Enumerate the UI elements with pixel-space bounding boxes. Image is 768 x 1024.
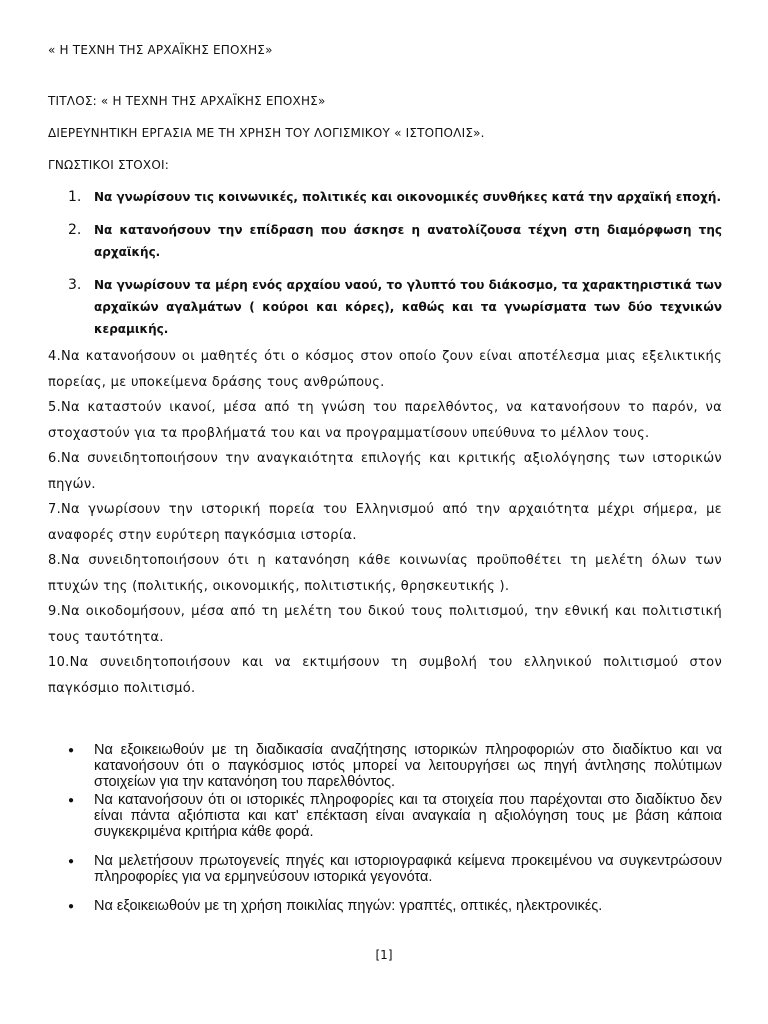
section-heading: ΓΝΩΣΤΙΚΟΙ ΣΤΟΧΟΙ:	[48, 158, 169, 172]
objective-number: 2.	[68, 222, 82, 238]
running-title: « Η ΤΕΧΝΗ ΤΗΣ ΑΡΧΑΪΚΗΣ ΕΠΟΧΗΣ»	[48, 43, 273, 57]
page-number: [1]	[375, 948, 393, 962]
bullet-text: Να εξοικειωθούν με τη χρήση ποικιλίας πηγών: γραπτές, οπτικές, ηλεκτρονικές.	[94, 898, 603, 914]
bullet-list	[68, 742, 722, 915]
paragraph-item: 10.Να συνειδητοποιήσουν και να εκτιμήσουν τη συμβολή του ελληνικού πολιτισμού στον παγκόσμιο πολιτισμό.	[48, 655, 722, 696]
objective-number: 1.	[68, 189, 82, 205]
bullet-text: Να μελετήσουν πρωτογενείς πηγές και ιστοριογραφικά κείμενα προκειμένου να συγκεντρώσουν πληροφορίες για να ερμηνεύσουν ιστορικά γεγονότα.	[94, 853, 722, 885]
objective-item	[68, 274, 722, 340]
objective-text: Να γνωρίσουν τα μέρη ενός αρχαίου ναού, το γλυπτό του διάκοσμο, τα χαρακτηριστικά των αρχαϊκών αγαλμάτων ( κούροι και κόρες), καθώς και τα γνωρίσματα των δύο τεχνικών κεραμικής.	[94, 278, 722, 336]
document-title: ΤΙΤΛΟΣ: « Η ΤΕΧΝΗ ΤΗΣ ΑΡΧΑΪΚΗΣ ΕΠΟΧΗΣ»	[48, 94, 326, 108]
objective-item	[68, 219, 722, 263]
black-bullet-icon: ●	[68, 795, 75, 806]
bullet-item	[68, 742, 722, 790]
objectives-list	[68, 186, 722, 351]
objective-text: Να γνωρίσουν τις κοινωνικές, πολιτικές και οικονομικές συνθήκες κατά την αρχαϊκή εποχή.	[94, 190, 722, 204]
bullet-text: Να εξοικειωθούν με τη διαδικασία αναζήτησης ιστορικών πληροφοριών στο διαδίκτυο και να κατανοήσουν ότι ο παγκόσμιος ιστός μπορεί να λειτουργήσει ως πηγή άντλησης πολύτιμων στοιχείων για την κατανόηση του παρελθόντος.	[94, 742, 722, 790]
bullet-item	[68, 792, 722, 840]
paragraph-item: 9.Να οικοδομήσουν, μέσα από τη μελέτη του δικού τους πολιτισμού, την εθνική και πολιτιστική τους ταυτότητα.	[48, 604, 722, 645]
bullet-item	[68, 853, 722, 885]
paragraph-item: 4.Να κατανοήσουν οι μαθητές ότι ο κόσμος στον οποίο ζουν είναι αποτέλεσμα μιας εξελικτικής πορείας, με υποκείμενα δράσης τους ανθρώπους.	[48, 349, 722, 390]
objective-text: Να κατανοήσουν την επίδραση που άσκησε η ανατολίζουσα τέχνη στη διαμόρφωση της αρχαϊκής.	[94, 223, 722, 259]
black-bullet-icon: ●	[68, 745, 75, 756]
numbered-paragraphs	[48, 344, 722, 701]
objective-number: 3.	[68, 277, 82, 293]
bullet-text: Να κατανοήσουν ότι οι ιστορικές πληροφορίες και τα στοιχεία που παρέχονται στο διαδίκτυο δεν είναι πάντα αξιόπιστα και κατ' επέκταση είναι αναγκαία η αξιολόγηση τους με βάση κάποια συγκεκριμένα κριτήρια κάθε φορά.	[94, 792, 722, 840]
objective-item	[68, 186, 722, 208]
paragraph-item: 6.Να συνειδητοποιήσουν την αναγκαιότητα επιλογής και κριτικής αξιολόγησης των ιστορικών πηγών.	[48, 451, 722, 492]
paragraph-item: 8.Να συνειδητοποιήσουν ότι η κατανόηση κάθε κοινωνίας προϋποθέτει τη μελέτη όλων των πτυχών της (πολιτικής, οικονομικής, πολιτιστικής, θρησκευτικής ).	[48, 553, 722, 594]
bullet-item	[68, 898, 722, 915]
paragraph-item: 7.Να γνωρίσουν την ιστορική πορεία του Ελληνισμού από την αρχαιότητα μέχρι σήμερα, με αναφορές στην ευρύτερη παγκόσμια ιστορία.	[48, 502, 722, 543]
paragraph-item: 5.Να καταστούν ικανοί, μέσα από τη γνώση του παρελθόντος, να κατανοήσουν το παρόν, να στοχαστούν για τα προβλήματά του και να προγραμματίσουν υπεύθυνα το μέλλον τους.	[48, 400, 722, 441]
black-bullet-icon: ●	[68, 856, 75, 867]
black-bullet-icon: ●	[68, 901, 75, 912]
document-subtitle: ΔΙΕΡΕΥΝΗΤΙΚΗ ΕΡΓΑΣΙΑ ΜΕ ΤΗ ΧΡΗΣΗ ΤΟΥ ΛΟΓΙΣΜΙΚΟΥ « ΙΣΤΟΠΟΛΙΣ».	[48, 126, 485, 140]
